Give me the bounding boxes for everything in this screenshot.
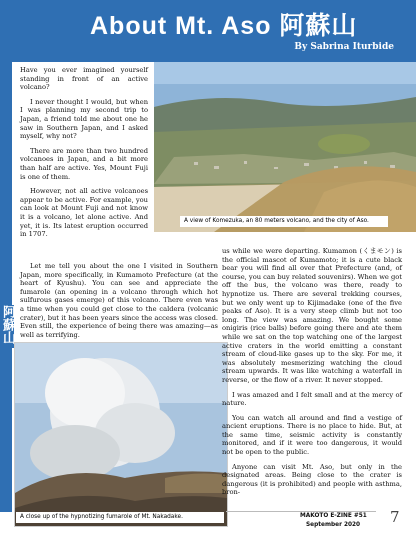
- page-title: About Mt. Aso 阿蘇山: [90, 12, 358, 40]
- article-paragraph: Let me tell you about the one I visited in Southern Japan, more specifically, in Kumamoto Prefecture (at the heart of Kyushu). You can see and appreciate the fumarole (an opening in a volcano through which hot sulfurous gases emerge) of this volcano. There even was a time when you could get close to the caldera (volcanic crater), but it has been years since the access was closed. Even still, the experience of being there was amazing—as well as terrifying.: [20, 262, 218, 339]
- landscape-illustration: [154, 62, 416, 232]
- author-byline: By Sabrina Iturbide: [294, 42, 394, 52]
- fumarole-photo: [14, 342, 228, 527]
- landscape-photo: [154, 62, 416, 232]
- article-paragraph: Anyone can visit Mt. Aso, but only in the designated areas. Being close to the crater is dangerous (it is prohibited) and people with asthma, bron-: [222, 462, 402, 497]
- article-paragraph: Have you ever imagined yourself standing in front of an active volcano?: [20, 66, 148, 92]
- fumarole-illustration: [15, 343, 227, 526]
- sidebar-strip: [0, 62, 12, 512]
- article-paragraph: You can watch all around and find a vestige of ancient eruptions. There is no place to hide. But, at the same time, seismic activity is constantly monitored, and if it were too dangerous, it would not be open to the public.: [222, 413, 402, 457]
- article-column-right: [222, 247, 402, 503]
- footer-divider: [226, 511, 376, 512]
- photo-caption: A close up of the hypnotizing fumarole of Mt. Nakadake.: [16, 512, 224, 523]
- article-paragraph: I never thought I would, but when I was planning my second trip to Japan, a friend told me about one he saw in Southern Japan, and I asked myself, why not?: [20, 97, 148, 141]
- article-paragraph: us while we were departing. Kumamon (くまモン) is the official mascot of Kumamoto; it is a cute black bear you will find all over that Prefecture (and, of course, you can buy related souvenirs). When we got off the bus, the volcano was there, ready to hypnotize us. There are several trekking courses, but we only went up to Kijimadake (one of the five peaks of Aso). It is a very steep climb but not too long. The view was amazing. We bought some onigiris (rice balls) before going there and ate them while we sat on the top watching one of the largest active craters in the world emitting a constant stream of cloud-like gases up to the sky. For me, it was absolutely mesmerizing watching the cloud stream upwards. It was like watching a waterfall in reverse, or the flow of a river. It never stopped.: [222, 247, 402, 384]
- sidebar-kanji-text: 阿蘇山: [0, 305, 15, 344]
- footer-magazine-name: MAKOTO E-ZINE #51: [300, 513, 367, 519]
- article-paragraph: I was amazed and I felt small and at the mercy of nature.: [222, 390, 402, 408]
- article-column-left-top: [20, 66, 148, 245]
- article-paragraph: However, not all active volcanoes appear to be active. For example, you can look at Mount Fuji and not know it is a volcano, let alone active. And yet, it is. Its latest eruption occurred in 1707.: [20, 187, 148, 239]
- page-number: 7: [390, 508, 400, 526]
- footer-date: September 2020: [306, 522, 361, 528]
- sidebar-kanji: [0, 305, 14, 348]
- photo-caption: A view of Komezuka, an 80 meters volcano, and the city of Aso.: [180, 216, 388, 227]
- article-paragraph: There are more than two hundred volcanoes in Japan, and a bit more than half are active. Yes, Mount Fuji is one of them.: [20, 146, 148, 181]
